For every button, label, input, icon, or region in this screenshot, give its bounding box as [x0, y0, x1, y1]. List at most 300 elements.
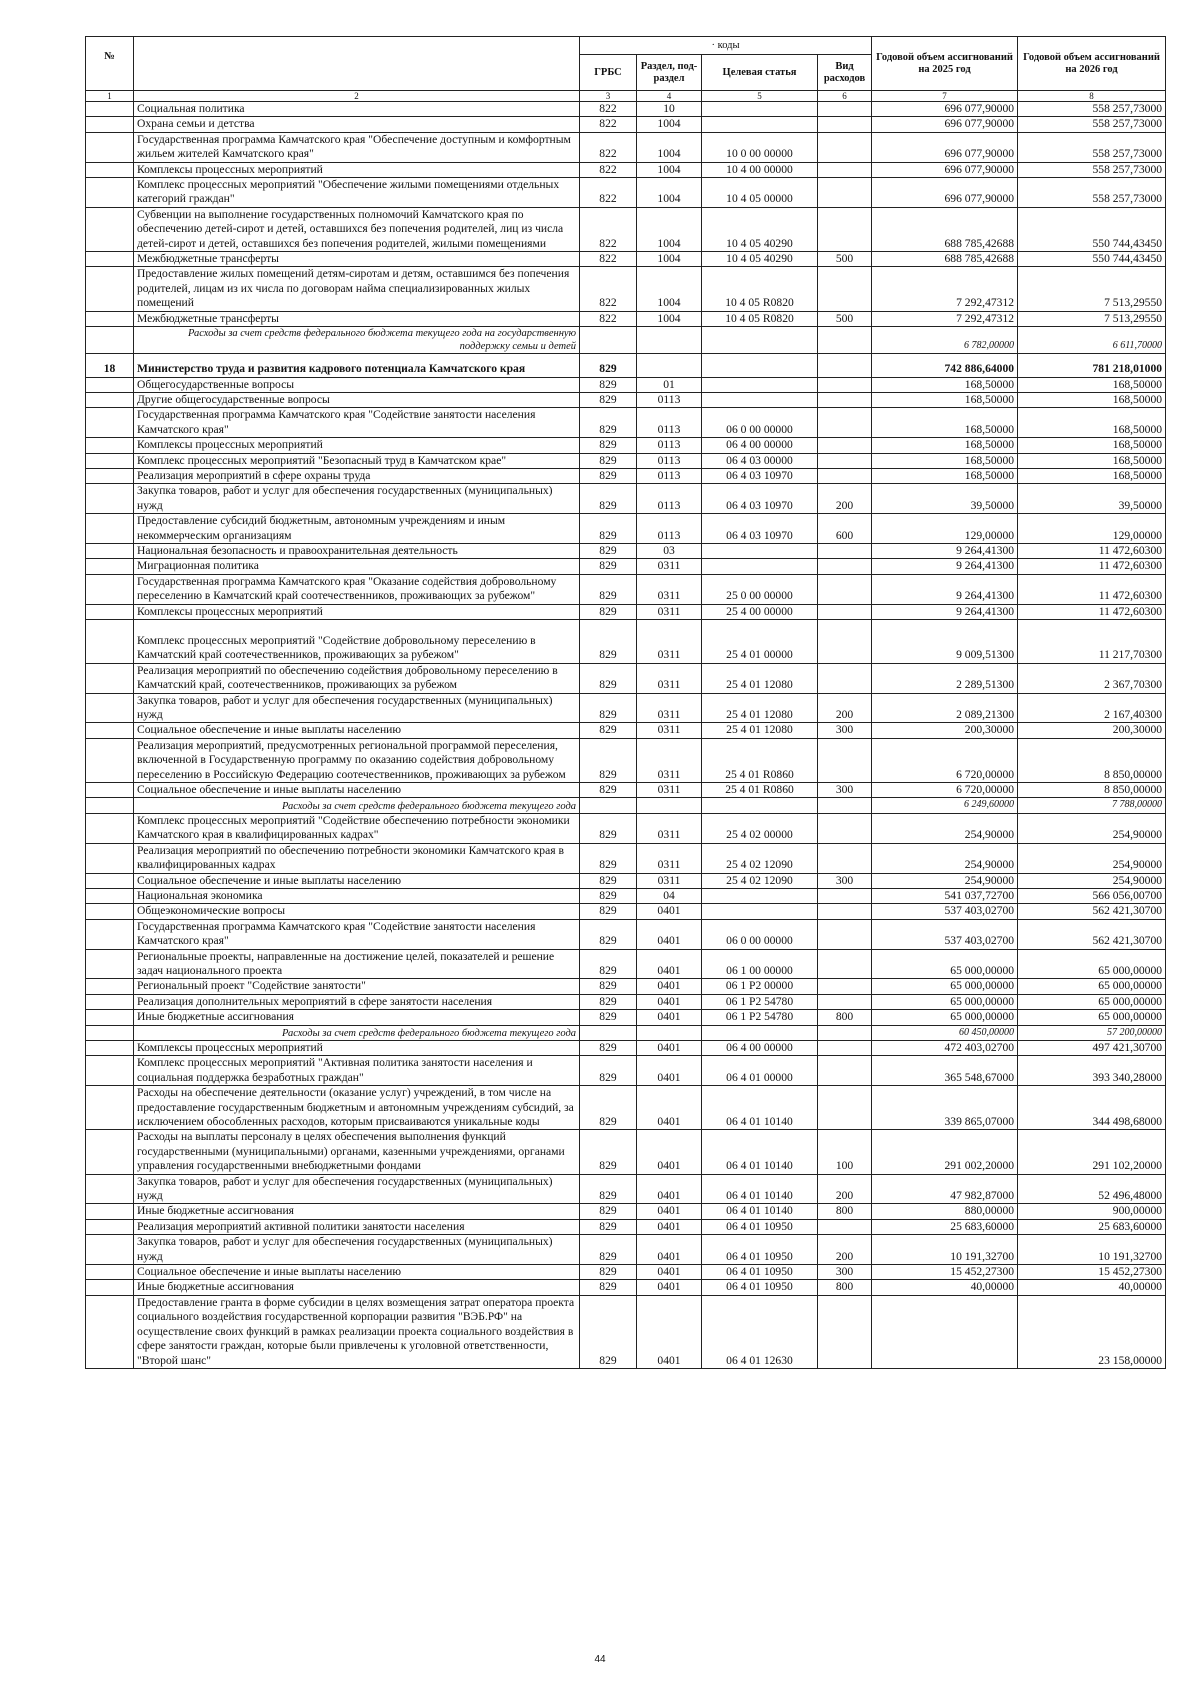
amount-2026: 291 102,20000	[1018, 1130, 1166, 1174]
table-row	[86, 663, 1166, 693]
amount-2025: 339 865,07000	[872, 1086, 1018, 1130]
header-name	[134, 37, 580, 91]
table-row	[86, 543, 1166, 558]
grbs-code: 829	[580, 949, 637, 979]
row-number	[86, 132, 134, 162]
item-name: Социальное обеспечение и иные выплаты населению	[134, 1265, 580, 1280]
expense-kind: 800	[818, 1280, 872, 1295]
column-number: 2	[134, 91, 580, 102]
amount-2026: 7 513,29550	[1018, 311, 1166, 326]
grbs-code: 829	[580, 392, 637, 407]
target-code	[702, 117, 818, 132]
amount-2026: 57 200,00000	[1018, 1025, 1166, 1040]
amount-2026: 562 421,30700	[1018, 919, 1166, 949]
table-row	[86, 574, 1166, 604]
amount-2026: 393 340,28000	[1018, 1056, 1166, 1086]
row-number	[86, 1265, 134, 1280]
grbs-code: 829	[580, 354, 637, 377]
grbs-code: 829	[580, 1174, 637, 1204]
target-code: 06 4 00 00000	[702, 1040, 818, 1055]
table-row	[86, 979, 1166, 994]
amount-2026: 168,50000	[1018, 468, 1166, 483]
grbs-code: 829	[580, 1280, 637, 1295]
target-code: 25 4 01 12080	[702, 663, 818, 693]
expense-kind: 300	[818, 1265, 872, 1280]
target-code: 25 4 02 12090	[702, 873, 818, 888]
section-code: 0311	[637, 723, 702, 738]
item-name: Комплекс процессных мероприятий "Активная политика занятости населения и социальная поддержка безработных граждан"	[134, 1056, 580, 1086]
target-code: 10 4 05 00000	[702, 178, 818, 208]
item-name: Национальная безопасность и правоохранительная деятельность	[134, 543, 580, 558]
row-number	[86, 813, 134, 843]
expense-kind	[818, 1295, 872, 1368]
grbs-code: 822	[580, 132, 637, 162]
section-code: 0401	[637, 1040, 702, 1055]
amount-2026: 39,50000	[1018, 484, 1166, 514]
target-code: 10 4 05 40290	[702, 252, 818, 267]
amount-2025: 537 403,02700	[872, 919, 1018, 949]
section-code: 0401	[637, 994, 702, 1009]
expense-kind	[818, 543, 872, 558]
column-number: 3	[580, 91, 637, 102]
grbs-code: 829	[580, 663, 637, 693]
row-number: 18	[86, 354, 134, 377]
expense-kind	[818, 559, 872, 574]
grbs-code: 829	[580, 1056, 637, 1086]
amount-2025: 129,00000	[872, 514, 1018, 544]
section-code: 0401	[637, 949, 702, 979]
amount-2026: 781 218,01000	[1018, 354, 1166, 377]
expense-kind	[818, 994, 872, 1009]
amount-2025: 472 403,02700	[872, 1040, 1018, 1055]
target-code: 06 0 00 00000	[702, 408, 818, 438]
amount-2025: 9 009,51300	[872, 620, 1018, 664]
target-code	[702, 377, 818, 392]
expense-kind: 300	[818, 873, 872, 888]
table-row	[86, 132, 1166, 162]
grbs-code: 829	[580, 484, 637, 514]
section-code: 0401	[637, 1219, 702, 1234]
grbs-code: 829	[580, 1040, 637, 1055]
amount-2025: 6 782,00000	[872, 327, 1018, 354]
target-code: 25 4 02 00000	[702, 813, 818, 843]
target-code	[702, 1025, 818, 1040]
target-code: 10 0 00 00000	[702, 132, 818, 162]
row-number	[86, 904, 134, 919]
target-code: 25 4 01 12080	[702, 723, 818, 738]
grbs-code	[580, 327, 637, 354]
section-code: 0311	[637, 574, 702, 604]
grbs-code: 829	[580, 813, 637, 843]
amount-2026: 2 167,40300	[1018, 693, 1166, 723]
amount-2025: 688 785,42688	[872, 252, 1018, 267]
item-name: Реализация мероприятий по обеспечению потребности экономики Камчатского края в квалифицированных кадрах	[134, 843, 580, 873]
amount-2025: 168,50000	[872, 438, 1018, 453]
target-code: 06 4 03 00000	[702, 453, 818, 468]
item-name: Социальное обеспечение и иные выплаты населению	[134, 723, 580, 738]
expense-kind	[818, 979, 872, 994]
item-name: Расходы за счет средств федерального бюджета текущего года на государственную поддержку семьи и детей	[134, 327, 580, 354]
table-row	[86, 873, 1166, 888]
header-grbs: ГРБС	[580, 55, 637, 91]
row-number	[86, 408, 134, 438]
expense-kind	[818, 574, 872, 604]
table-row	[86, 377, 1166, 392]
item-name: Общеэкономические вопросы	[134, 904, 580, 919]
grbs-code: 829	[580, 1204, 637, 1219]
amount-2025: 365 548,67000	[872, 1056, 1018, 1086]
item-name: Государственная программа Камчатского края "Содействие занятости населения Камчатского края"	[134, 408, 580, 438]
amount-2025: 15 452,27300	[872, 1265, 1018, 1280]
target-code: 25 4 01 12080	[702, 693, 818, 723]
amount-2026: 7 513,29550	[1018, 267, 1166, 311]
header-2026: Годовой объем ассигнований на 2026 год	[1018, 37, 1166, 91]
page-number: 44	[594, 1654, 606, 1665]
column-number: 6	[818, 91, 872, 102]
expense-kind	[818, 132, 872, 162]
table-row	[86, 813, 1166, 843]
section-code: 0113	[637, 453, 702, 468]
row-number	[86, 178, 134, 208]
table-row	[86, 1040, 1166, 1055]
item-name: Комплекс процессных мероприятий "Содействие добровольному переселению в Камчатский край соотечественников, проживающих за рубежом"	[134, 620, 580, 664]
expense-kind: 500	[818, 311, 872, 326]
row-number	[86, 783, 134, 798]
table-row	[86, 994, 1166, 1009]
table-row	[86, 783, 1166, 798]
section-code: 0401	[637, 904, 702, 919]
amount-2025: 65 000,00000	[872, 979, 1018, 994]
table-row	[86, 392, 1166, 407]
expense-kind	[818, 392, 872, 407]
amount-2025: 541 037,72700	[872, 888, 1018, 903]
grbs-code: 822	[580, 311, 637, 326]
item-name: Охрана семьи и детства	[134, 117, 580, 132]
expense-kind	[818, 1219, 872, 1234]
expense-kind	[818, 888, 872, 903]
amount-2025: 9 264,41300	[872, 574, 1018, 604]
table-row	[86, 1174, 1166, 1204]
item-name: Предоставление гранта в форме субсидии в целях возмещения затрат оператора проекта социального воздействия государственной корпорации развития "ВЭБ.РФ" на осуществление своих функций в рамках реализации проекта социального воздействия в сфере занятости граждан, которые были привлечены к уголовной ответственности, "Второй шанс"	[134, 1295, 580, 1368]
expense-kind: 500	[818, 252, 872, 267]
item-name: Реализация мероприятий в сфере охраны труда	[134, 468, 580, 483]
amount-2025: 9 264,41300	[872, 543, 1018, 558]
item-name: Расходы за счет средств федерального бюджета текущего года	[134, 1025, 580, 1040]
grbs-code: 829	[580, 438, 637, 453]
item-name: Комплексы процессных мероприятий	[134, 1040, 580, 1055]
section-code: 0401	[637, 1204, 702, 1219]
row-number	[86, 559, 134, 574]
target-code: 06 4 01 10140	[702, 1130, 818, 1174]
section-code: 0401	[637, 1010, 702, 1025]
item-name: Социальное обеспечение и иные выплаты населению	[134, 873, 580, 888]
row-number	[86, 620, 134, 664]
amount-2026: 11 217,70300	[1018, 620, 1166, 664]
row-number	[86, 723, 134, 738]
section-code: 0113	[637, 484, 702, 514]
target-code: 06 4 01 10950	[702, 1265, 818, 1280]
expense-kind	[818, 117, 872, 132]
expense-kind	[818, 663, 872, 693]
amount-2025: 168,50000	[872, 468, 1018, 483]
item-name: Иные бюджетные ассигнования	[134, 1204, 580, 1219]
target-code: 06 4 03 10970	[702, 468, 818, 483]
item-name: Закупка товаров, работ и услуг для обеспечения государственных (муниципальных) нужд	[134, 1174, 580, 1204]
section-code: 0113	[637, 392, 702, 407]
target-code: 25 0 00 00000	[702, 574, 818, 604]
amount-2026: 7 788,00000	[1018, 798, 1166, 813]
item-name: Закупка товаров, работ и услуг для обеспечения государственных (муниципальных) нужд	[134, 484, 580, 514]
item-name: Социальная политика	[134, 102, 580, 117]
row-number	[86, 843, 134, 873]
amount-2026: 129,00000	[1018, 514, 1166, 544]
amount-2026: 11 472,60300	[1018, 604, 1166, 619]
grbs-code	[580, 798, 637, 813]
target-code: 25 4 01 R0860	[702, 738, 818, 782]
table-row	[86, 514, 1166, 544]
grbs-code: 829	[580, 1010, 637, 1025]
section-code	[637, 327, 702, 354]
expense-kind	[818, 1086, 872, 1130]
item-name: Государственная программа Камчатского края "Оказание содействия добровольному переселению в Камчатский край соотечественников, проживающих за рубежом"	[134, 574, 580, 604]
amount-2025: 65 000,00000	[872, 994, 1018, 1009]
table-row	[86, 723, 1166, 738]
section-code: 1004	[637, 178, 702, 208]
table-row	[86, 117, 1166, 132]
table-row	[86, 207, 1166, 251]
row-number	[86, 1219, 134, 1234]
grbs-code: 829	[580, 604, 637, 619]
row-number	[86, 438, 134, 453]
expense-kind	[818, 813, 872, 843]
amount-2025: 168,50000	[872, 392, 1018, 407]
item-name: Межбюджетные трансферты	[134, 252, 580, 267]
column-numbers-row	[86, 91, 1166, 102]
target-code	[702, 327, 818, 354]
amount-2026: 8 850,00000	[1018, 738, 1166, 782]
grbs-code: 829	[580, 723, 637, 738]
amount-2026: 550 744,43450	[1018, 207, 1166, 251]
item-name: Региональный проект "Содействие занятости"	[134, 979, 580, 994]
section-code: 0401	[637, 1130, 702, 1174]
row-number	[86, 1174, 134, 1204]
item-name: Межбюджетные трансферты	[134, 311, 580, 326]
expense-kind: 200	[818, 1174, 872, 1204]
amount-2025: 168,50000	[872, 377, 1018, 392]
amount-2026: 65 000,00000	[1018, 949, 1166, 979]
amount-2026: 558 257,73000	[1018, 132, 1166, 162]
table-row	[86, 1204, 1166, 1219]
expense-kind	[818, 178, 872, 208]
amount-2026: 23 158,00000	[1018, 1295, 1166, 1368]
table-row	[86, 620, 1166, 664]
grbs-code: 822	[580, 102, 637, 117]
expense-kind	[818, 949, 872, 979]
grbs-code: 829	[580, 1086, 637, 1130]
section-code: 0311	[637, 738, 702, 782]
row-number	[86, 1130, 134, 1174]
item-name: Предоставление жилых помещений детям-сиротам и детям, оставшимся без попечения родителей, лицам из их числа по договорам найма специализированных жилых помещений	[134, 267, 580, 311]
row-number	[86, 574, 134, 604]
section-code: 04	[637, 888, 702, 903]
grbs-code: 829	[580, 1130, 637, 1174]
amount-2025: 291 002,20000	[872, 1130, 1018, 1174]
amount-2026: 254,90000	[1018, 813, 1166, 843]
grbs-code: 829	[580, 843, 637, 873]
section-code: 0113	[637, 438, 702, 453]
amount-2025: 2 089,21300	[872, 693, 1018, 723]
amount-2025: 9 264,41300	[872, 604, 1018, 619]
amount-2026: 558 257,73000	[1018, 102, 1166, 117]
header-2025: Годовой объем ассигнований на 2025 год	[872, 37, 1018, 91]
table-row	[86, 904, 1166, 919]
amount-2025: 696 077,90000	[872, 117, 1018, 132]
item-name: Закупка товаров, работ и услуг для обеспечения государственных (муниципальных) нужд	[134, 693, 580, 723]
header-kind: Вид расходов	[818, 55, 872, 91]
section-code: 0113	[637, 514, 702, 544]
amount-2025: 6 249,60000	[872, 798, 1018, 813]
grbs-code: 822	[580, 162, 637, 177]
target-code	[702, 543, 818, 558]
grbs-code: 829	[580, 514, 637, 544]
target-code: 06 4 01 10950	[702, 1235, 818, 1265]
table-row	[86, 311, 1166, 326]
amount-2025: 65 000,00000	[872, 1010, 1018, 1025]
target-code: 06 4 01 00000	[702, 1056, 818, 1086]
amount-2026: 168,50000	[1018, 392, 1166, 407]
grbs-code: 829	[580, 620, 637, 664]
expense-kind	[818, 919, 872, 949]
expense-kind	[818, 453, 872, 468]
grbs-code: 829	[580, 1295, 637, 1368]
target-code: 06 4 01 10950	[702, 1280, 818, 1295]
table-row	[86, 178, 1166, 208]
amount-2025: 880,00000	[872, 1204, 1018, 1219]
expense-kind	[818, 162, 872, 177]
table-row	[86, 693, 1166, 723]
section-code: 0401	[637, 919, 702, 949]
section-code	[637, 1025, 702, 1040]
table-row	[86, 919, 1166, 949]
expense-kind	[818, 1025, 872, 1040]
amount-2026: 550 744,43450	[1018, 252, 1166, 267]
amount-2025: 696 077,90000	[872, 102, 1018, 117]
target-code	[702, 559, 818, 574]
row-number	[86, 1010, 134, 1025]
table-row	[86, 604, 1166, 619]
amount-2025: 696 077,90000	[872, 178, 1018, 208]
grbs-code: 829	[580, 979, 637, 994]
expense-kind: 200	[818, 1235, 872, 1265]
table-row	[86, 1086, 1166, 1130]
target-code	[702, 888, 818, 903]
amount-2025: 742 886,64000	[872, 354, 1018, 377]
table-row	[86, 738, 1166, 782]
amount-2026: 254,90000	[1018, 873, 1166, 888]
expense-kind: 600	[818, 514, 872, 544]
section-code: 0311	[637, 663, 702, 693]
item-name: Комплексы процессных мероприятий	[134, 604, 580, 619]
amount-2026: 40,00000	[1018, 1280, 1166, 1295]
section-code: 0401	[637, 1280, 702, 1295]
row-number	[86, 514, 134, 544]
section-code: 0401	[637, 1265, 702, 1280]
expense-kind	[818, 354, 872, 377]
expense-kind: 200	[818, 693, 872, 723]
table-row	[86, 354, 1166, 377]
expense-kind	[818, 738, 872, 782]
table-row	[86, 327, 1166, 354]
row-number	[86, 267, 134, 311]
grbs-code: 829	[580, 919, 637, 949]
row-number	[86, 1235, 134, 1265]
table-row	[86, 798, 1166, 813]
row-number	[86, 1056, 134, 1086]
amount-2025: 60 450,00000	[872, 1025, 1018, 1040]
table-row	[86, 1010, 1166, 1025]
amount-2025: 25 683,60000	[872, 1219, 1018, 1234]
row-number	[86, 377, 134, 392]
section-code: 1004	[637, 267, 702, 311]
item-name: Комплексы процессных мероприятий	[134, 162, 580, 177]
table-row	[86, 453, 1166, 468]
table-row	[86, 1235, 1166, 1265]
table-row	[86, 408, 1166, 438]
row-number	[86, 979, 134, 994]
amount-2026: 11 472,60300	[1018, 543, 1166, 558]
row-number	[86, 102, 134, 117]
section-code: 0401	[637, 1174, 702, 1204]
target-code: 10 4 05 40290	[702, 207, 818, 251]
expense-kind	[818, 1056, 872, 1086]
row-number	[86, 311, 134, 326]
section-code: 10	[637, 102, 702, 117]
item-name: Расходы на обеспечение деятельности (оказание услуг) учреждений, в том числе на предоставление государственным бюджетным и автономным учреждениям субсидий, за исключением обособленных расходов, которым присваиваются уникальные коды	[134, 1086, 580, 1130]
grbs-code: 822	[580, 207, 637, 251]
grbs-code: 829	[580, 559, 637, 574]
target-code: 06 4 01 10140	[702, 1174, 818, 1204]
amount-2025: 2 289,51300	[872, 663, 1018, 693]
expense-kind	[818, 438, 872, 453]
row-number	[86, 919, 134, 949]
item-name: Расходы за счет средств федерального бюджета текущего года	[134, 798, 580, 813]
row-number	[86, 693, 134, 723]
section-code: 01	[637, 377, 702, 392]
section-code: 1004	[637, 117, 702, 132]
amount-2025: 9 264,41300	[872, 559, 1018, 574]
item-name: Региональные проекты, направленные на достижение целей, показателей и решение задач национального проекта	[134, 949, 580, 979]
expense-kind	[818, 207, 872, 251]
grbs-code: 829	[580, 1219, 637, 1234]
section-code: 0401	[637, 1295, 702, 1368]
row-number	[86, 738, 134, 782]
expense-kind	[818, 267, 872, 311]
expense-kind	[818, 408, 872, 438]
section-code: 1004	[637, 207, 702, 251]
grbs-code: 829	[580, 468, 637, 483]
target-code	[702, 102, 818, 117]
target-code: 06 4 03 10970	[702, 484, 818, 514]
target-code	[702, 904, 818, 919]
target-code	[702, 392, 818, 407]
table-row	[86, 1280, 1166, 1295]
target-code: 25 4 01 R0860	[702, 783, 818, 798]
amount-2026: 558 257,73000	[1018, 162, 1166, 177]
expense-kind	[818, 798, 872, 813]
amount-2026: 65 000,00000	[1018, 979, 1166, 994]
column-number: 8	[1018, 91, 1166, 102]
amount-2026: 254,90000	[1018, 843, 1166, 873]
